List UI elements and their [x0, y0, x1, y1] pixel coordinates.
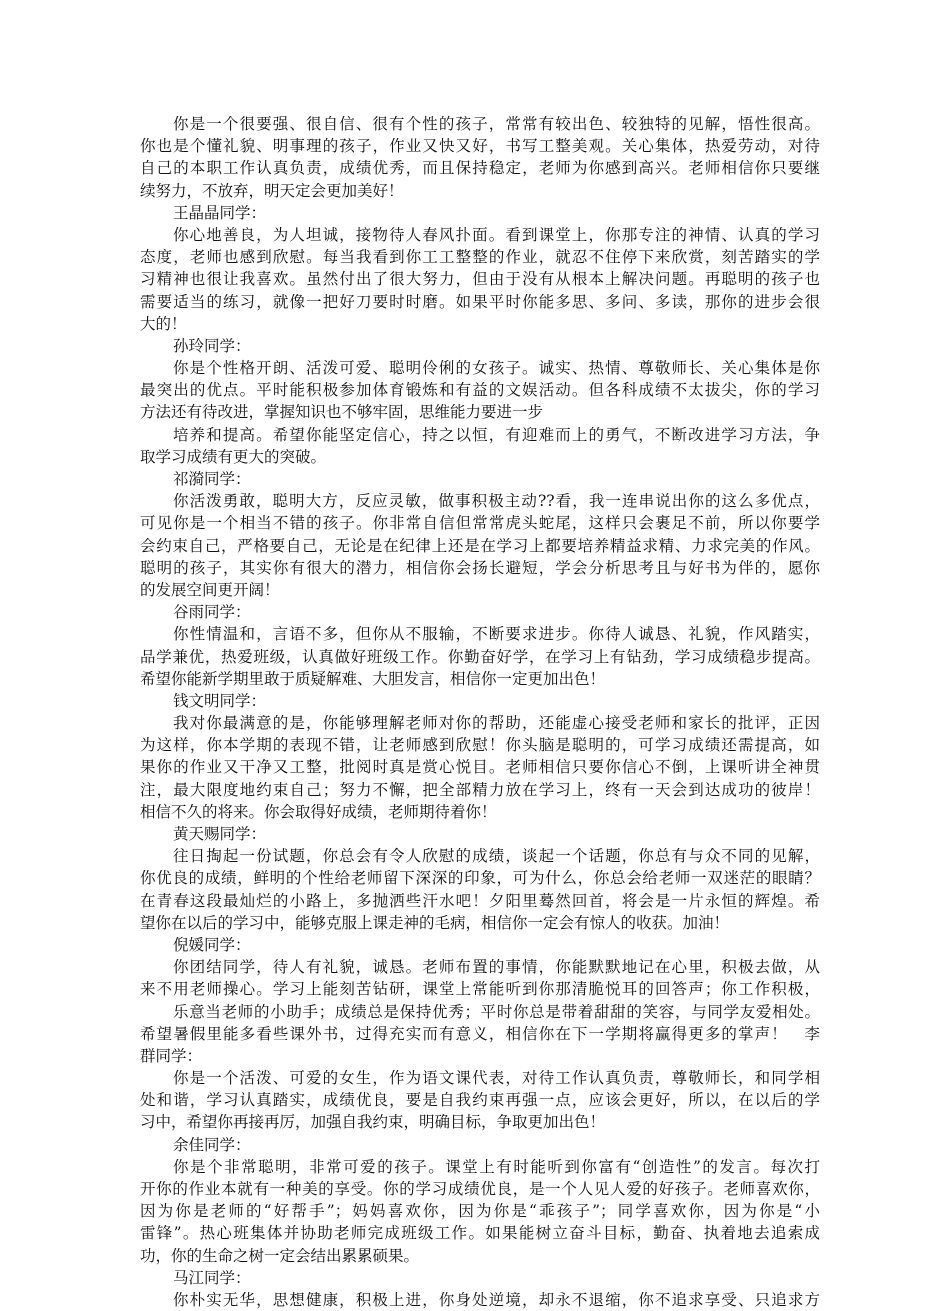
- student-name-heading: 马江同学：: [173, 1268, 251, 1287]
- student-name-heading: 孙玲同学：: [173, 336, 251, 355]
- text-line: 功，你的生命之树一定会结出累累硕果。: [140, 1246, 420, 1265]
- student-name-heading: 谷雨同学：: [173, 603, 251, 622]
- text-line: 你也是个懂礼貌、明事理的孩子，作业又快又好，书写工整美观。关心集体，热爱劳动，对待: [140, 137, 820, 156]
- text-line: 你是一个很要强、很自信、很有个性的孩子，常常有较出色、较独特的见解，悟性很高。: [173, 115, 820, 133]
- student-name-heading: 倪媛同学：: [173, 935, 251, 954]
- text-line: 培养和提高。希望你能坚定信心，持之以恒，有迎难而上的勇气，不断改进学习方法，争: [173, 425, 820, 444]
- text-line: 聪明的孩子，其实你有很大的潜力，相信你会扬长避短，学会分析思考且与好书为伴的，愿你: [140, 558, 820, 577]
- text-line: 习中，希望你再接再厉，加强自我约束，明确目标，争取更加出色！: [140, 1113, 606, 1132]
- student-name-heading: 余佳同学：: [173, 1135, 251, 1154]
- student-name-heading: 黄天赐同学：: [173, 825, 267, 843]
- text-line: 群同学：: [140, 1046, 203, 1065]
- text-line: 你朴实无华，思想健康，积极上进，你身处逆境，却永不退缩，你不追求享受、只追求方: [173, 1290, 820, 1309]
- text-line: 的发展空间更开阔！: [140, 580, 280, 599]
- text-line: 你团结同学，待人有礼貌，诚恳。老师布置的事情，你能默默地记在心里，积极去做，从: [173, 958, 820, 977]
- text-line: 我对你最满意的是，你能够理解老师对你的帮助，还能虚心接受老师和家长的批评，正因: [173, 714, 820, 733]
- text-line: 会约束自己，严格要自己，无论是在纪律上还是在学习上都要培养精益求精、力求完美的作风。: [140, 536, 820, 555]
- text-line: 来不用老师操心。学习上能刻苦钻研，课堂上常能听到你那清脆悦耳的回答声；你工作积极，: [140, 980, 820, 999]
- student-name-heading: 钱文明同学：: [173, 691, 267, 710]
- text-line: 你是一个活泼、可爱的女生，作为语文课代表，对待工作认真负责，尊敬师长，和同学相: [173, 1069, 820, 1088]
- student-name-heading: 王晶晶同学：: [173, 203, 267, 222]
- text-line: 在青春这段最灿烂的小路上，多抛洒些汗水吧！夕阳里蓦然回首，将会是一片永恒的辉煌。希: [140, 891, 820, 910]
- text-line: 处和谐，学习认真踏实，成绩优良，要是自我约束再强一点，应该会更好，所以，在以后的学: [140, 1091, 820, 1110]
- text-line: 品学兼优，热爱班级，认真做好班级工作。你勤奋好学，在学习上有钻劲，学习成绩稳步提高。: [140, 647, 820, 666]
- text-line: 你心地善良，为人坦诚，接物待人春风扑面。看到课堂上，你那专注的神情、认真的学习: [173, 225, 820, 244]
- text-line: 相信不久的将来。你会取得好成绩，老师期待着你！: [140, 802, 497, 821]
- text-line: 雷锋”。热心班集体并协助老师完成班级工作。如果能树立奋斗目标，勤奋、执着地去追索成: [140, 1224, 820, 1243]
- text-line: 需要适当的练习，就像一把好刀要时时磨。如果平时你能多思、多问、多读，那你的进步会很: [140, 292, 820, 311]
- text-line: 你是个性格开朗、活泼可爱、聪明伶俐的女孩子。诚实、热情、尊敬师长、关心集体是你: [173, 359, 820, 378]
- text-line: 因为你是老师的“好帮手”；妈妈喜欢你，因为你是“乖孩子”；同学喜欢你，因为你是“小: [140, 1202, 820, 1221]
- text-line: 乐意当老师的小助手；成绩总是保持优秀；平时你总是带着甜甜的笑容，与同学友爱相处。: [173, 1002, 820, 1021]
- text-line: 你是个非常聪明，非常可爱的孩子。课堂上有时能听到你富有“创造性”的发言。每次打: [173, 1157, 820, 1176]
- text-line: 习精神也很让我喜欢。虽然付出了很大努力，但由于没有从根本上解决问题。再聪明的孩子也: [140, 270, 820, 289]
- text-line: 可见你是一个相当不错的孩子。你非常自信但常常虎头蛇尾，这样只会裹足不前，所以你要学: [140, 514, 820, 533]
- text-line: 你性情温和，言语不多，但你从不服输，不断要求进步。你待人诚恳、礼貌，作风踏实，: [173, 625, 820, 644]
- text-line: 你优良的成绩，鲜明的个性给老师留下深深的印象，可为什么，你总会给老师一双迷茫的眼睛？: [140, 869, 820, 888]
- text-line: 开你的作业本就有一种美的享受。你的学习成绩优良，是一个人见人爱的好孩子。老师喜欢你，: [140, 1180, 820, 1198]
- text-line: 注，最大限度地约束自己；努力不懈，把全部精力放在学习上，终有一天会到达成功的彼岸！: [140, 780, 820, 799]
- text-line: 你活泼勇敢，聪明大方，反应灵敏，做事积极主动??看，我一连串说出你的这么多优点，: [173, 492, 820, 511]
- text-line: 续努力，不放弃，明天定会更加美好！: [140, 181, 404, 200]
- text-line: 方法还有待改进，掌握知识也不够牢固，思维能力要进一步: [140, 403, 544, 422]
- text-line: 果你的作业又干净又工整，批阅时真是赏心悦目。老师相信只要你信心不倒，上课听讲全神贯: [140, 758, 820, 777]
- text-line: 最突出的优点。平时能积极参加体育锻炼和有益的文娱活动。但各科成绩不太拔尖，你的学习: [140, 381, 820, 400]
- text-line: 希望你能新学期里敢于质疑解难、大胆发言，相信你一定更加出色！: [140, 669, 606, 688]
- text-line: 希望暑假里能多看些课外书，过得充实而有意义，相信你在下一学期将赢得更多的掌声！ 李: [140, 1024, 820, 1043]
- document-page: [140, 113, 820, 1311]
- text-line: 取学习成绩有更大的突破。: [140, 447, 327, 466]
- text-line: 往日掏起一份试题，你总会有令人欣慰的成绩，谈起一个话题，你总有与众不同的见解，: [173, 847, 820, 866]
- text-line: 自己的本职工作认真负责，成绩优秀，而且保持稳定，老师为你感到高兴。老师相信你只要继: [140, 159, 820, 178]
- text-line: 态度，老师也感到欣慰。每当我看到你工工整整的作业，就忍不住停下来欣赏，刻苦踏实的学: [140, 248, 820, 267]
- text-line: 为这样，你本学期的表现不错，让老师感到欣慰！你头脑是聪明的，可学习成绩还需提高，如: [140, 736, 820, 755]
- text-line: 望你在以后的学习中，能够克服上课走神的毛病，相信你一定会有惊人的收获。加油！: [140, 913, 730, 932]
- text-line: 大的！: [140, 314, 187, 333]
- student-name-heading: 祁漪同学：: [173, 470, 251, 488]
